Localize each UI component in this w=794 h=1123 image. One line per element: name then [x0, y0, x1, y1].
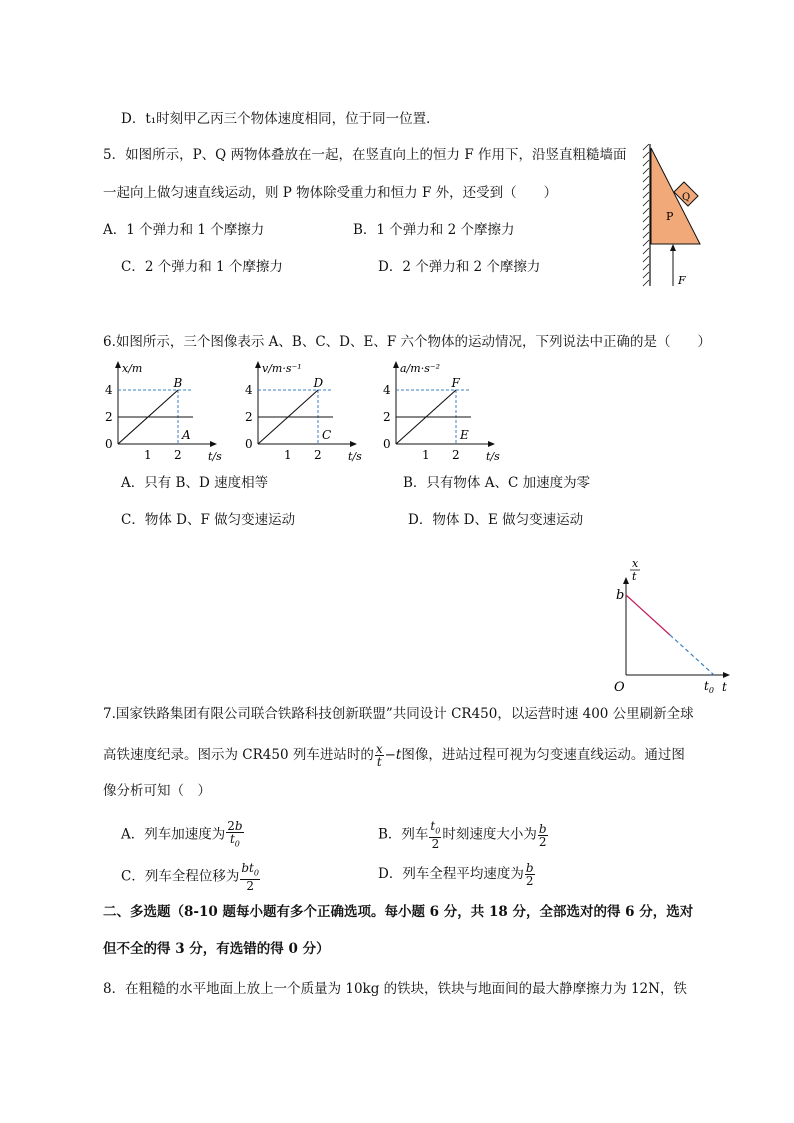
section2-heading-line2: 但不全的得 3 分，有选错的得 0 分） [103, 941, 330, 957]
q7-option-c-text: C．列车全程位移为 [121, 868, 240, 885]
x-axis-label: t/s [486, 450, 500, 462]
y-tick-label: 2 [105, 410, 113, 424]
q7-option-b-text2: 时刻速度大小为 [442, 826, 537, 843]
y-tick-label: 2 [245, 410, 253, 424]
series-label-A: A [182, 428, 191, 442]
y-axis-arrow [393, 361, 399, 368]
x-axis-label: t/s [348, 450, 362, 462]
q4-option-d: D．t₁时刻甲乙丙三个物体速度相同，位于同一位置． [121, 111, 440, 127]
y-axis-arrow [115, 361, 121, 368]
q7-stem-line2-b: 图像，进站过程可视为匀变速直线运动。通过图 [401, 747, 685, 763]
q7-option-d-text: D．列车全程平均速度为 [378, 866, 524, 882]
x-axis-arrow [210, 441, 217, 447]
q5-stem-line2: 一起向上做匀速直线运动，则 P 物体除受重力和恒力 F 外，还受到（ ） [103, 185, 558, 201]
q6-chart-2 [240, 358, 372, 462]
y-axis-label: x/m [122, 362, 143, 375]
y-axis-label: a/m·s⁻² [400, 362, 441, 375]
q6-option-d: D．物体 D、E 做匀变速运动 [408, 512, 584, 528]
q7-stem-line3: 像分析可知（ ） [103, 783, 211, 799]
q5-option-c: C．2 个弹力和 1 个摩擦力 [121, 259, 283, 275]
x-tick-label: 1 [144, 448, 152, 462]
section2-heading-line1: 二、多选题（8-10 题每小题有多个正确选项。每小题 6 分，共 18 分，全部选对的得 6 分，选对 [103, 904, 694, 920]
y-tick-label: 0 [105, 437, 113, 451]
frac-2b-t0: $\frac{2b}{t_0}$ [227, 819, 243, 849]
q6-option-c: C．物体 D、F 做匀变速运动 [121, 512, 296, 528]
frac-b-2-d: $\frac{b}{2}$ [525, 861, 534, 888]
series-label-B: B [173, 376, 183, 390]
q7-option-d [378, 862, 536, 887]
q7-stem-line1: 7.国家铁路集团有限公司联合铁路科技创新联盟”共同设计 CR450，以运营时速 400 公里刷新全球 [103, 706, 694, 722]
q6-chart-3 [378, 358, 510, 462]
y-tick-label: 4 [383, 383, 391, 397]
series-label-D: D [313, 376, 324, 390]
q6-option-a: A．只有 B、D 速度相等 [121, 475, 269, 491]
q7-option-b-text1: B．列车 [378, 826, 429, 843]
x-axis-arrow [723, 672, 730, 678]
series-label-F: F [451, 376, 460, 390]
y-axis-label-denominator: t [632, 570, 637, 583]
q7-option-c [121, 862, 261, 892]
q5-option-d: D．2 个弹力和 2 个摩擦力 [378, 259, 541, 275]
y-tick-label: 0 [383, 437, 391, 451]
label-p: P [666, 210, 674, 223]
x-axis-label: t [722, 680, 727, 694]
q7-stem-line2-a: 高铁速度纪录。图示为 CR450 列车进站时的 [103, 747, 374, 763]
q8-stem-line1: 8．在粗糙的水平地面上放上一个质量为 10kg 的铁块，铁块与地面间的最大静摩擦力为 12N，铁 [103, 981, 687, 997]
series-label-E: E [460, 428, 469, 442]
q6-stem: 6.如图所示，三个图像表示 A、B、C、D、E、F 六个物体的运动情况，下列说法中正确的是（ ） [103, 334, 712, 350]
q7-graph [608, 555, 736, 695]
q7-option-a-text: A．列车加速度为 [121, 826, 226, 843]
frac-bt0-2: $\frac{bt_0}{2}$ [241, 861, 259, 894]
q5-option-b: B．1 个弹力和 2 个摩擦力 [353, 222, 515, 238]
t0-label: $t_0$ [704, 679, 714, 695]
y-tick-label: 4 [105, 383, 113, 397]
q5-stem-line1: 5．如图所示，P、Q 两物体叠放在一起，在竖直向上的恒力 F 作用下，沿竖直粗糙墙面 [103, 147, 627, 163]
q7-stem-line2: 高铁速度纪录。图示为 CR450 列车进站时的 $\frac{x}{t}$ −t图像，进站过程可视为匀变速直线运动。通过图 [103, 742, 685, 769]
intercept-label-b: b [616, 588, 625, 603]
y-tick-label: 4 [245, 383, 253, 397]
x-axis-arrow [488, 441, 495, 447]
frac-t0-2: $\frac{t_0}{2}$ [430, 819, 441, 852]
y-tick-label: 2 [383, 410, 391, 424]
x-axis-label: t/s [208, 450, 222, 462]
x-tick-label: 2 [452, 448, 460, 462]
y-tick-label: 0 [245, 437, 253, 451]
series-line-solid [626, 595, 670, 635]
x-tick-label: 1 [284, 448, 292, 462]
q7-option-b [378, 820, 549, 850]
frac-b-2: $\frac{b}{2}$ [538, 821, 547, 849]
x-axis-arrow [350, 441, 357, 447]
q5-option-a: A．1 个弹力和 1 个摩擦力 [103, 222, 265, 238]
x-tick-label: 2 [174, 448, 182, 462]
y-axis-label: v/m·s⁻¹ [262, 362, 302, 375]
series-line-dashed [670, 635, 714, 675]
x-tick-label: 2 [314, 448, 322, 462]
q6-option-b: B．只有物体 A、C 加速度为零 [403, 475, 591, 491]
series-label-C: C [322, 428, 332, 442]
x-over-t: $\frac{x}{t}$ [375, 742, 383, 769]
label-force-f: F [678, 274, 686, 287]
y-axis-arrow [623, 577, 629, 584]
y-axis-arrow [255, 361, 261, 368]
q6-chart-1 [100, 358, 232, 462]
x-tick-label: 1 [422, 448, 430, 462]
origin-label: O [614, 680, 625, 695]
y-axis-label-numerator: x [632, 557, 639, 570]
q5-wall-figure [640, 140, 715, 292]
label-q: Q [682, 192, 691, 203]
q7-option-a [121, 820, 245, 850]
